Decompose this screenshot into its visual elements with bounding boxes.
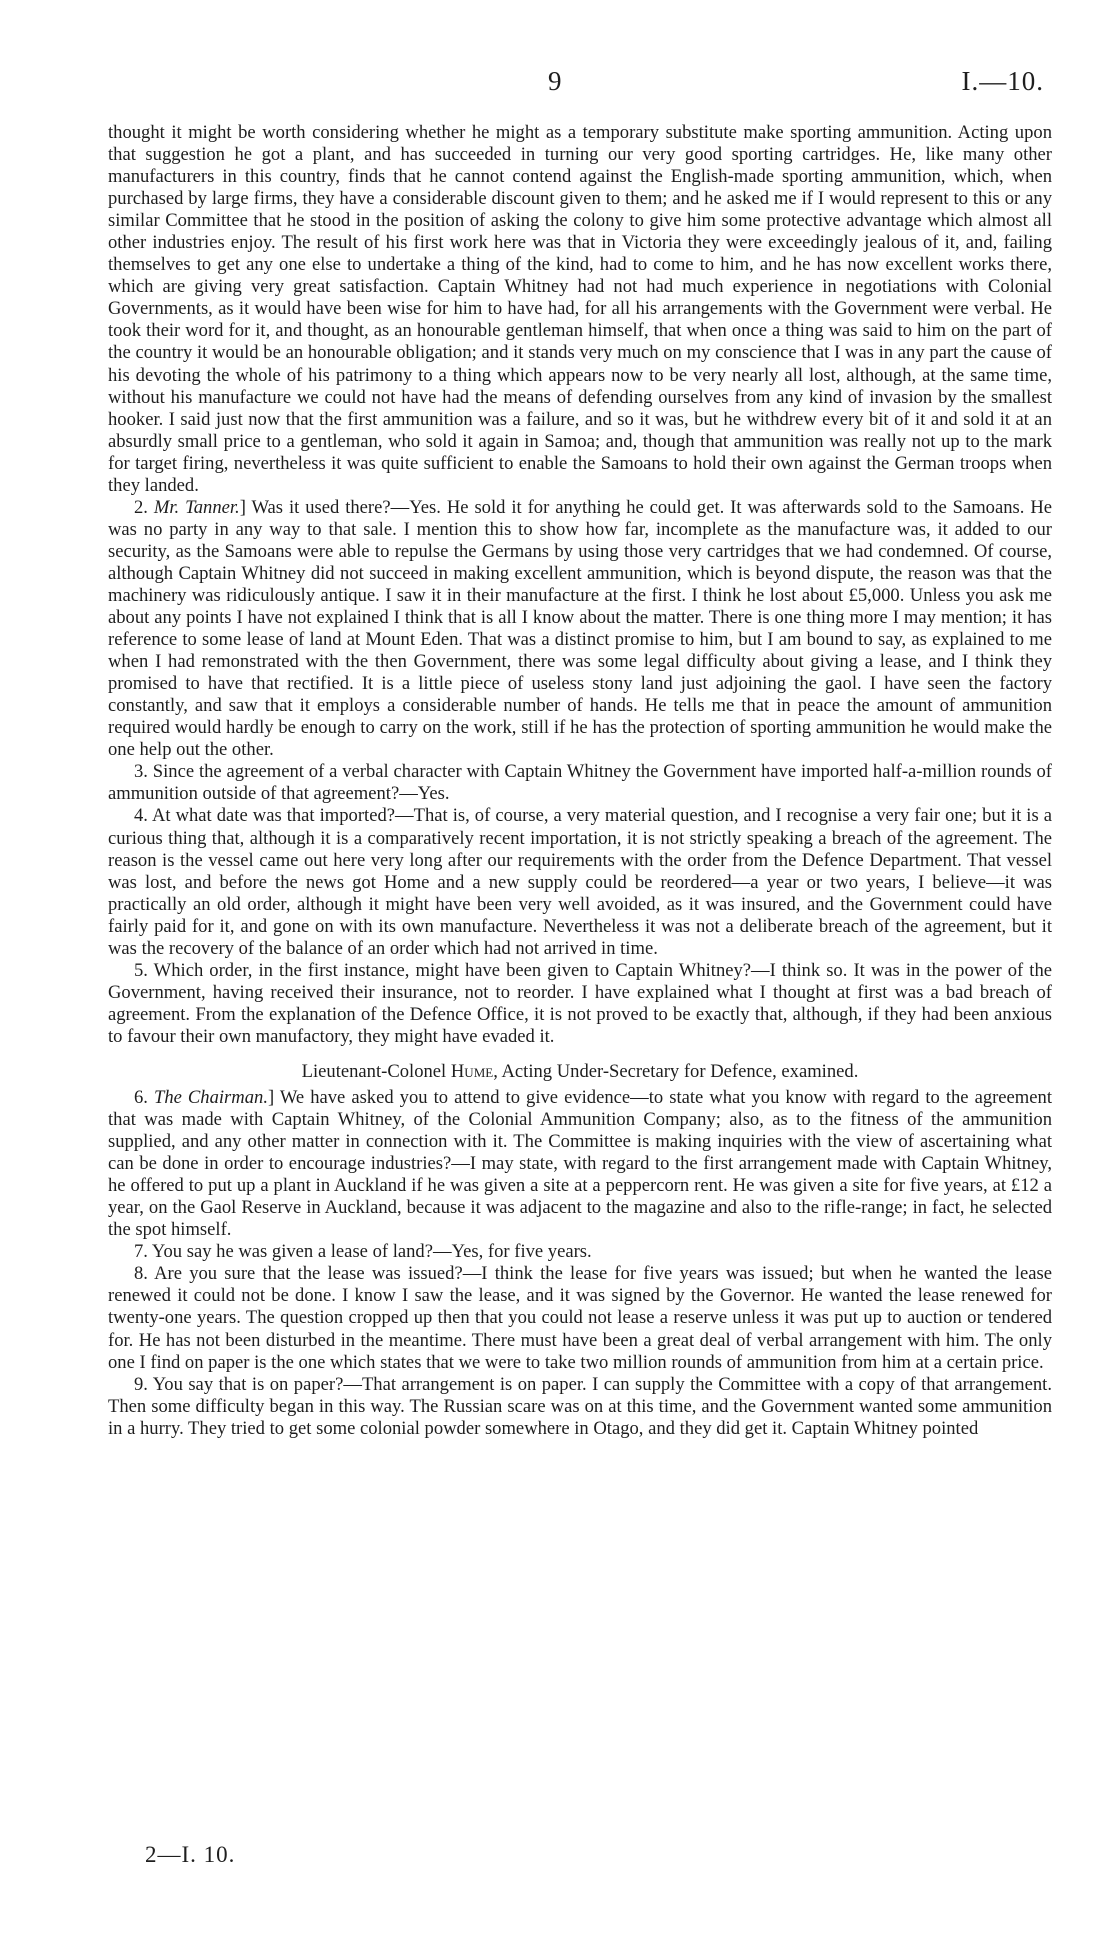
paragraph-question-6 — [108, 1087, 1052, 1241]
witness-heading — [108, 1061, 1052, 1083]
paragraph-question-3: 3. Since the agreement of a verbal character with Captain Whitney the Government have imported half-a-million rounds of ammunition outside of that agreement?—Yes. — [108, 761, 1052, 805]
speaker-name: The Chairman. — [153, 1087, 268, 1109]
witness-heading-prefix: Lieutenant-Colonel — [301, 1060, 451, 1082]
witness-heading-suffix: , Acting Under-Secretary for Defence, examined. — [493, 1060, 859, 1082]
paragraph-question-4: 4. At what date was that imported?—That is, of course, a very material question, and I recognise a very fair one; but it is a curious thing that, although it is a comparatively recent importation, it is not strictly speaking a breach of the agreement. The reason is the vessel came out here very long after our requirements with the order from the Defence Department. That vessel was lost, and before the news got Home and a new supply could be reordered—a year or two years, I believe—it was practically an old order, although it might have been very well avoided, as it was insured, and the Government could have fairly paid for it, and gone on with its own manufacture. Nevertheless it was not a deliberate breach of the agreement, but it was the recovery of the balance of an order which had not arrived in time. — [108, 805, 1052, 959]
signature-mark: 2—I. 10. — [145, 1842, 236, 1867]
paragraph-continuation: thought it might be worth considering whether he might as a temporary substitute make sporting ammunition. Acting upon that suggestion he got a plant, and has succeeded in turning our very good sporting cartridges. He, like many other manufacturers in this country, finds that he cannot contend against the English-made sporting ammunition, which, when purchased by large firms, they have a considerable discount given to them; and he asked me if I would represent to this or any similar Committee that he stood in the position of asking the colony to give him some protective advantage which almost all other industries enjoy. The result of his first work here was that in Victoria they were exceedingly jealous of it, and, failing themselves to get any one else to undertake a thing of the kind, had to come to him, and he has now excellent works there, which are giving very great satisfaction. Captain Whitney had not had much experience in negotiations with Colonial Governments, as it would have been wise for him to have had, for all his arrangements with the Government were verbal. He took their word for it, and thought, as an honourable gentleman himself, that when once a thing was said to him on the part of the country it would be an honourable obligation; and it stands very much on my conscience that I was in any part the cause of his devoting the whole of his patrimony to a thing which appears now to be very nearly all lost, although, at the same time, without his manufacture we could not have had the means of defending ourselves from any kind of invasion by the smallest hooker. I said just now that the first ammunition was a failure, and so it was, but he withdrew every bit of it and sold it at an absurdly small price to a gentleman, who sold it again in Samoa; and, though that ammunition was really not up to the mark for target firing, nevertheless it was quite sufficient to enable the Samoans to hold their own against the German troops when they landed. — [108, 122, 1052, 496]
question-text: ] We have asked you to attend to give evidence—to state what you know with regard to the agreement that was made with Captain Whitney, of the Colonial Ammunition Company; also, as to the fitness of the ammunition supplied, and any other matter in connection with it. The Committee is making inquiries with the view of ascertaining what can be done in order to encourage industries?—I may state, with regard to the first arrangement made with Captain Whitney, he offered to put up a plant in Auckland if he was given a site at a peppercorn rent. He was given a site for five years, at £12 a year, on the Gaol Reserve in Auckland, because it was adjacent to the magazine and also to the rifle-range; in fact, he selected the spot himself. — [108, 1087, 1052, 1241]
document-reference: I.—10. — [961, 66, 1044, 96]
question-number: 6. — [134, 1087, 148, 1109]
paragraph-question-7: 7. You say he was given a lease of land?—Yes, for five years. — [134, 1241, 592, 1263]
body-text — [108, 122, 1052, 1440]
question-number: 2. — [134, 496, 148, 518]
paragraph-question-8: 8. Are you sure that the lease was issued?—I think the lease for five years was issued; but when he wanted the lease renewed it could not be done. I know I saw the lease, and it was signed by the Governor. He wanted the lease renewed for twenty-one years. The question cropped up then that you could not lease a reserve unless it was put up to auction or tendered for. He has not been disturbed in the meantime. There must have been a great deal of verbal arrangement with him. The only one I find on paper is the one which states that we were to take two million rounds of ammunition from him at a certain price. — [108, 1263, 1052, 1373]
paragraph-question-2 — [108, 497, 1052, 762]
speaker-name: Mr. Tanner. — [153, 496, 240, 518]
page-header — [0, 66, 1114, 102]
question-text: ] Was it used there?—Yes. He sold it for anything he could get. It was afterwards sold to the Samoans. He was no party in any way to that sale. I mention this to show how far, incomplete as the manufacture was, it added to our security, as the Samoans were able to repulse the Germans by using those very cartridges that we had condemned. Of course, although Captain Whitney did not succeed in making excellent ammunition, which is beyond dispute, the reason was that the machinery was ridiculously antique. I saw it in their manufacture at the first. I think he lost about £5,000. Unless you ask me about any points I have not explained I think that is all I know about the matter. There is one thing more I may mention; it has reference to some lease of land at Mount Eden. That was a distinct promise to him, but I am bound to say, as explained to me when I had remonstrated with the then Government, there was some legal difficulty about giving a lease, and I think they promised to have that rectified. It is a little piece of useless stony land just adjoining the gaol. I have seen the factory constantly, and saw that it employs a considerable number of hands. He tells me that in peace the amount of ammunition required would hardly be enough to carry on the work, still if he has the protection of sporting ammunition he would make the one help out the other. — [108, 496, 1053, 761]
page-number: 9 — [548, 66, 562, 96]
paragraph-question-9: 9. You say that is on paper?—That arrangement is on paper. I can supply the Committee with a copy of that arrangement. Then some difficulty began in this way. The Russian scare was on at this time, and the Government wanted some ammunition in a hurry. They tried to get some colonial powder somewhere in Otago, and they did get it. Captain Whitney pointed — [108, 1373, 1052, 1439]
witness-name: Hume — [450, 1060, 494, 1082]
paragraph-question-5: 5. Which order, in the first instance, might have been given to Captain Whitney?—I think so. It was in the power of the Government, having received their insurance, not to reorder. I have explained what I thought at first was a bad breach of agreement. From the explanation of the Defence Office, it is not proved to be exactly that, although, if they had been anxious to favour their own manufactory, they might have evaded it. — [108, 959, 1052, 1047]
